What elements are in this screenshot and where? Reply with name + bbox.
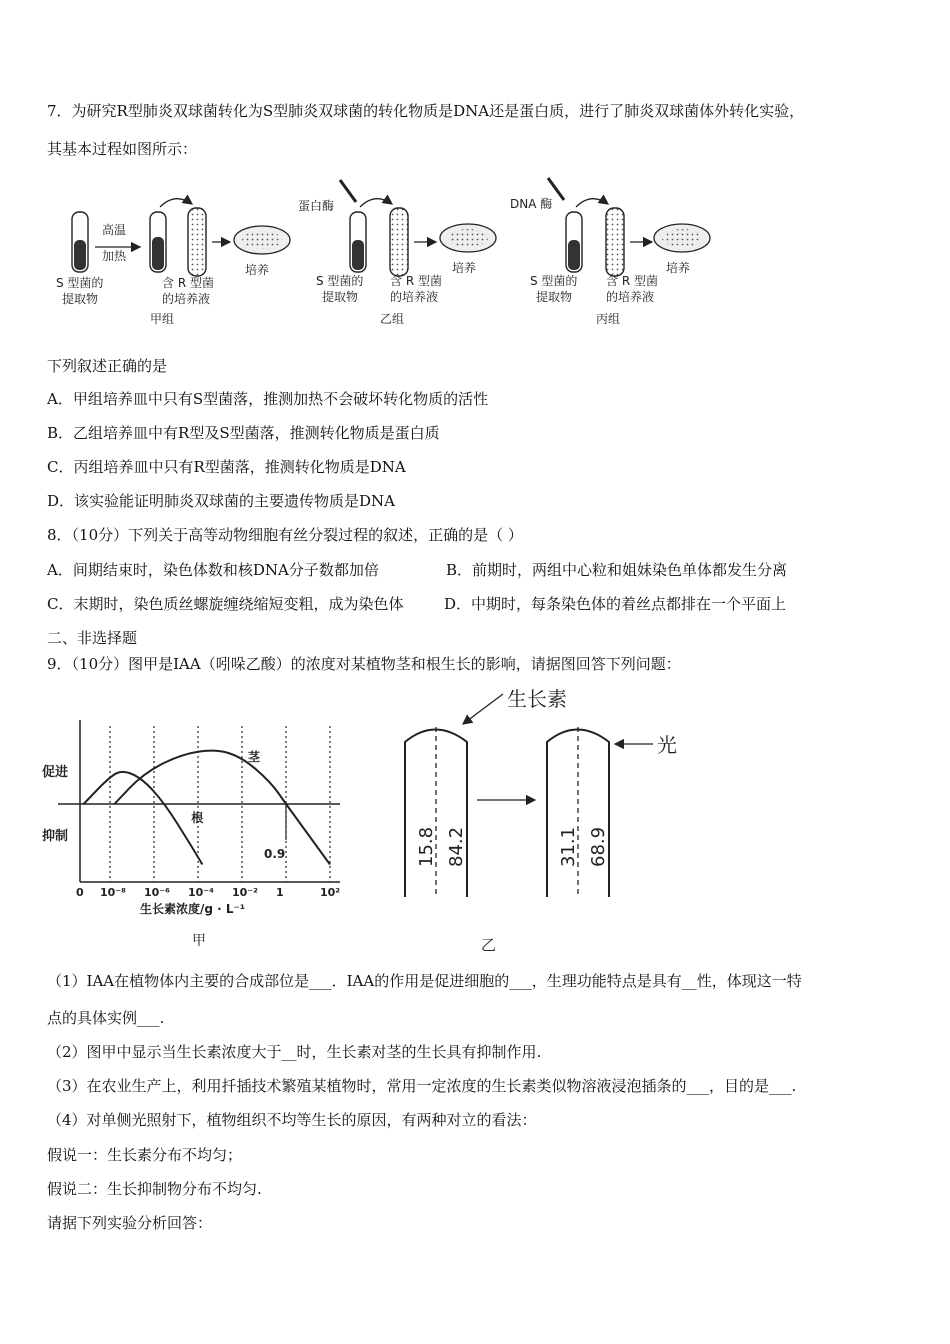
q7-option-b: B．乙组培养皿中有R型及S型菌落，推测转化物质是蛋白质 <box>47 424 440 442</box>
tube-label: 的培养液 <box>390 290 439 304</box>
group-label: 乙组 <box>380 312 405 326</box>
step-label: 加热 <box>102 249 127 263</box>
tube-label: 含 R 型菌 <box>162 276 214 290</box>
right-value-2: 68.9 <box>588 826 609 867</box>
q7-prompt: 下列叙述正确的是 <box>47 357 168 375</box>
transfer-arrow <box>576 199 608 207</box>
tube-label: 提取物 <box>62 292 99 306</box>
tube-r-culture <box>390 208 408 276</box>
q9-hypothesis-2: 假说二：生长抑制物分布不均匀. <box>47 1180 262 1198</box>
right-value-1: 31.1 <box>558 826 579 867</box>
series-label: 茎 <box>248 750 261 764</box>
left-value-1: 15.8 <box>416 826 437 867</box>
tube-label: 提取物 <box>536 290 573 304</box>
annotation-value: 0.9 <box>264 847 286 861</box>
figure-caption: 甲 <box>192 933 206 949</box>
tube-label: S 型菌的 <box>530 274 578 288</box>
x-axis-label: 生长素浓度/g · L⁻¹ <box>140 902 246 916</box>
q9-sub1-line2: 点的具体实例___. <box>47 1009 165 1027</box>
enzyme-label: 蛋白酶 <box>298 199 335 213</box>
x-tick-label: 1 <box>276 886 284 899</box>
culture-label: 培养 <box>452 261 477 275</box>
q9-hypothesis-1: 假说一：生长素分布不均匀； <box>47 1146 243 1164</box>
transfer-arrow <box>360 199 392 207</box>
q9-analysis-prompt: 请据下列实验分析回答： <box>47 1214 213 1232</box>
series-line-根 <box>84 772 203 865</box>
culture-label: 培养 <box>666 261 691 275</box>
q8-stem: 8．（10分）下列关于高等动物细胞有丝分裂过程的叙述，正确的是（ ） <box>47 526 523 544</box>
q9-sub4: （4）对单侧光照射下，植物组织不均等生长的原因，有两种对立的看法： <box>47 1111 537 1129</box>
q9-sub2: （2）图甲中显示当生长素浓度大于__时，生长素对茎的生长具有抑制作用. <box>47 1043 542 1061</box>
tube-r-culture <box>606 208 624 276</box>
group-yi <box>298 180 496 326</box>
tube-label: S 型菌的 <box>56 276 104 290</box>
x-tick-label: 10⁻⁴ <box>188 886 214 899</box>
q7-option-a: A．甲组培养皿中只有S型菌落，推测加热不会破坏转化物质的活性 <box>47 390 489 408</box>
tube-label: 提取物 <box>322 290 359 304</box>
step-label: 高温 <box>102 223 127 237</box>
colonies <box>242 231 282 249</box>
tube-r-culture <box>188 208 206 276</box>
q7-stem-line1: 7．为研究R型肺炎双球菌转化为S型肺炎双球菌的转化物质是DNA还是蛋白质，进行了肺炎双球菌体外转化实验， <box>47 102 805 120</box>
q9-chart-jia <box>40 712 360 952</box>
section-heading: 二、非选择题 <box>47 629 138 647</box>
tube-label: 的培养液 <box>162 292 211 306</box>
auxin-label: 生长素 <box>507 687 567 711</box>
q9-stem: 9．（10分）图甲是IAA（吲哚乙酸）的浓度对某植物茎和根生长的影响，请据图回答下列问题： <box>47 655 681 673</box>
q8-option-d: D．中期时，每条染色体的着丝点都排在一个平面上 <box>444 595 787 613</box>
tube-fill <box>352 240 364 270</box>
group-label: 甲组 <box>150 312 175 326</box>
tube-fill <box>152 237 164 270</box>
x-tick-label: 10² <box>320 886 341 899</box>
left-value-2: 84.2 <box>446 826 467 867</box>
q7-experiment-figure <box>40 172 720 332</box>
q9-diagram-yi <box>395 682 695 957</box>
x-tick-label: 10⁻² <box>232 886 258 899</box>
light-label: 光 <box>657 733 677 757</box>
series-line-茎 <box>114 751 330 865</box>
colonies <box>662 229 702 247</box>
group-jia <box>56 199 290 326</box>
q7-option-c: C．丙组培养皿中只有R型菌落，推测转化物质是DNA <box>47 458 406 476</box>
tube-label: S 型菌的 <box>316 274 364 288</box>
figure-caption: 乙 <box>481 936 497 954</box>
x-tick-label: 0 <box>76 886 84 899</box>
q9-sub1-line1: （1）IAA在植物体内主要的合成部位是___．IAA的作用是促进细胞的___，生理功能特点是具有__性，体现这一特 <box>47 972 802 990</box>
q8-option-b: B．前期时，两组中心粒和姐妹染色单体都发生分离 <box>446 561 788 579</box>
x-tick-label: 10⁻⁸ <box>100 886 126 899</box>
transfer-arrow <box>160 199 192 207</box>
q8-option-a: A．间期结束时，染色体数和核DNA分子数都加倍 <box>47 561 379 579</box>
promote-label: 促进 <box>42 765 69 780</box>
culture-label: 培养 <box>245 263 270 277</box>
x-tick-label: 10⁻⁶ <box>144 886 170 899</box>
q9-sub3: （3）在农业生产上，利用扦插技术繁殖某植物时，常用一定浓度的生长素类似物溶液浸泡插条的___，目的是___. <box>47 1077 797 1095</box>
tube-fill <box>568 240 580 270</box>
inhibit-label: 抑制 <box>42 829 69 844</box>
tube-label: 含 R 型菌 <box>606 274 658 288</box>
tube-label: 含 R 型菌 <box>390 274 442 288</box>
q7-option-d: D．该实验能证明肺炎双球菌的主要遗传物质是DNA <box>47 492 396 510</box>
q7-stem-line2: 其基本过程如图所示： <box>47 140 198 158</box>
enzyme-label: DNA 酶 <box>510 197 553 211</box>
q8-option-c: C．末期时，染色质丝螺旋缠绕缩短变粗，成为染色体 <box>47 595 404 613</box>
colonies <box>448 229 488 247</box>
dropper-icon <box>340 180 356 202</box>
tube-fill <box>74 240 86 270</box>
tube-label: 的培养液 <box>606 290 655 304</box>
group-label: 丙组 <box>596 312 621 326</box>
group-bing <box>510 178 710 326</box>
pointer-arrow <box>463 694 503 724</box>
series-label: 根 <box>191 811 204 825</box>
